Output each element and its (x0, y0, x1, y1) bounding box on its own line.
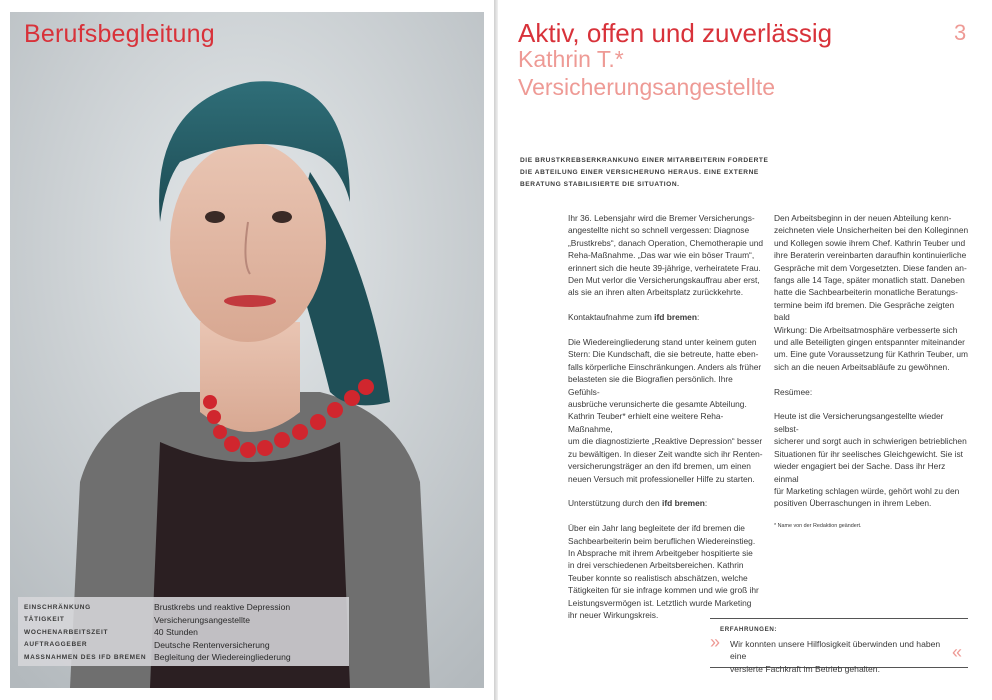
subheading-bold: ifd bremen (662, 498, 705, 509)
fact-label: MASSNAHMEN DES IFD BREMEN (24, 653, 147, 661)
text-line: Den Mut verlor die Versicherungskauffrau aber erst, (568, 275, 760, 286)
text-line: Kathrin Teuber* erhielt eine weitere Reha-Maßnahme, (568, 411, 724, 434)
text-line: und alle Beteiligten gingen entspannter miteinander (774, 337, 965, 348)
page-number: 3 (954, 20, 967, 45)
experience-box (710, 618, 968, 674)
text-line: zeichneten viele Unsicherheiten bei den Kolleginnen (774, 225, 969, 236)
text-line: Gespräche mit dem Vorgesetzten. Diese fanden an- (774, 262, 967, 273)
subheading-colon: : (696, 312, 700, 323)
text-line: In Absprache mit ihrem Arbeitgeber hospitierte sie (568, 547, 753, 558)
text-line: fangs alle 14 Tage, später monatlich statt. Daneben (774, 275, 965, 286)
text-line: Situationen für ihr seelisches Gleichgewicht. Sie ist (774, 448, 963, 459)
fact-row (24, 601, 345, 614)
fact-label: EINSCHRÄNKUNG (24, 603, 91, 611)
text-line: Reha-Maßnahme. „Das war wie ein böser Traum“, (568, 250, 755, 261)
text-line: Den Arbeitsbeginn in der neuen Abteilung kenn- (774, 213, 952, 223)
text-line: Leistungsvermögen ist. Letztlich wurde Marketing (568, 597, 752, 608)
text-line: Tätigkeiten für sie infrage kommen und wie groß ihr (568, 585, 759, 596)
text-line: Heute ist die Versicherungsangestellte wieder selbst- (774, 411, 944, 434)
quote-line: Wir konnten unsere Hilflosigkeit überwinden und haben eine (730, 639, 941, 662)
left-page (0, 0, 494, 700)
person-job: Versicherungsangestellte (518, 74, 775, 100)
text-line: und Kollegen sowie ihrem Chef. Kathrin Teuber und (774, 237, 966, 248)
text-line: neuen Versuch mit professioneller Hilfe zu starten. (568, 473, 755, 484)
lead-paragraph: DIE BRUSTKREBSERKRANKUNG EINER MITARBEITERIN FORDERTE DIE ABTEILUNG EINER VERSICHERUNG HERAUS. EINE EXTERNE BERATUNG STABILISIERTE DIE SITUATION. (520, 157, 769, 188)
article-title: Aktiv, offen und zuverlässig (518, 18, 833, 48)
text-line: termine beim ifd bremen. Die Gespräche zeigten bald (774, 299, 955, 323)
subheading-text: Kontaktaufnahme zum (568, 312, 655, 323)
text-line: ihre Beraterin vereinbarten daraufhin kontinuierliche (774, 250, 967, 261)
person-name: Kathrin T.* (518, 46, 624, 72)
text-line: um. Eine gute Voraussetzung für Kathrin Teuber, um (774, 349, 968, 360)
text-line: für Marketing schlagen würde, gehört wohl zu den (774, 485, 960, 496)
subheading-colon: : (704, 498, 708, 509)
fact-row (24, 626, 345, 639)
text-line: angestellte nicht so schnell vergessen: Diagnose (568, 225, 750, 236)
text-line: Ihr 36. Lebensjahr wird die Bremer Versicherungs- (568, 213, 755, 223)
text-line: als sie an ihren alten Arbeitsplatz zurückkehrte. (568, 287, 744, 298)
subheading-resuemee: Resümee: (774, 386, 813, 397)
text-line: ihr neuer Wirkungskreis. (568, 609, 659, 620)
text-line: um die diagnostizierte „Reaktive Depression“ besser (568, 436, 763, 447)
text-line: Stern: Die Kundschaft, die sie betreute, hatte eben- (568, 349, 759, 360)
text-line: ausbrüche verunsicherte die gesamte Abteilung. (568, 399, 747, 410)
facts-table (18, 597, 349, 666)
subheading-text: Unterstützung durch den (568, 498, 663, 509)
right-page (498, 0, 992, 700)
text-line: „Brustkrebs“, danach Operation, Chemotherapie und (568, 237, 764, 248)
footnote: * Name von der Redaktion geändert. (774, 523, 862, 530)
paragraph (568, 212, 766, 299)
quote-open-icon: » (710, 632, 721, 652)
text-line: Wirkung: Die Arbeitsatmosphäre verbesserte sich (774, 324, 958, 335)
subheading (568, 497, 766, 509)
text-line: Über ein Jahr lang begleitete der ifd bremen die (568, 523, 745, 534)
text-line: in drei verschiedenen Arbeitsbereichen. Kathrin (568, 560, 744, 571)
text-line: Die Wiedereingliederung stand unter keinem guten (568, 337, 757, 348)
text-column-1 (568, 212, 766, 621)
portrait-illustration (10, 12, 484, 688)
text-line: Teuber konnte so realistisch abschätzen, welche (568, 572, 748, 583)
subheading-bold: ifd bremen (654, 312, 697, 323)
paragraph (774, 410, 970, 509)
text-line: falls körperliche Einschränkungen. Anders als früher (568, 361, 762, 372)
fact-label: WOCHENARBEITSZEIT (24, 628, 109, 636)
paragraph (774, 212, 970, 373)
subheading (568, 311, 766, 323)
text-line: belasteten sie die Biografien persönlich. Ihre Gefühls- (568, 374, 733, 397)
fact-row (24, 614, 345, 627)
fact-value: Begleitung der Wiedereingliederung (154, 652, 291, 663)
fact-label: TÄTIGKEIT (24, 616, 65, 624)
fact-label: AUFTRAGGEBER (24, 641, 88, 649)
experience-label: ERFAHRUNGEN: (720, 626, 778, 633)
section-heading: Berufsbegleitung (24, 20, 215, 48)
paragraph (568, 336, 766, 485)
text-line: positiven Überraschungen in ihrem Leben. (774, 498, 932, 509)
text-line: versicherungsträger an den ifd bremen, um einen (568, 461, 751, 472)
text-line: sicherer und sorgt auch in schwierigen betrieblichen (774, 436, 967, 447)
fact-value: Versicherungsangestellte (154, 614, 251, 625)
fact-row (24, 639, 345, 652)
fact-row (24, 651, 345, 664)
text-line: hatte die Sachbearbeiterin monatliche Beratungs- (774, 287, 958, 298)
fact-value: 40 Stunden (154, 627, 198, 638)
text-line: erinnert sich die heute 39-jährige, verheiratete Frau. (568, 262, 761, 273)
text-line: wieder engagiert bei der Sache. Dass ihr Herz einmal (774, 461, 946, 484)
text-line: sich an die neuen Arbeitsabläufe zu gewöhnen. (774, 361, 950, 372)
quote-close-icon: « (952, 642, 963, 662)
text-line: zu bewältigen. In dieser Zeit wandte sich ihr Renten- (568, 448, 763, 459)
portrait-photo (10, 12, 484, 688)
text-line: Sachbearbeiterin beim beruflichen Wiedereinstieg. (568, 535, 756, 546)
fact-value: Deutsche Rentenversicherung (154, 639, 270, 650)
text-column-2 (774, 212, 970, 530)
fact-value: Brustkrebs und reaktive Depression (154, 602, 291, 613)
experience-quote (730, 638, 952, 675)
paragraph (568, 522, 766, 621)
quote-line: versierte Fachkraft im Betrieb gehalten. (730, 663, 880, 674)
